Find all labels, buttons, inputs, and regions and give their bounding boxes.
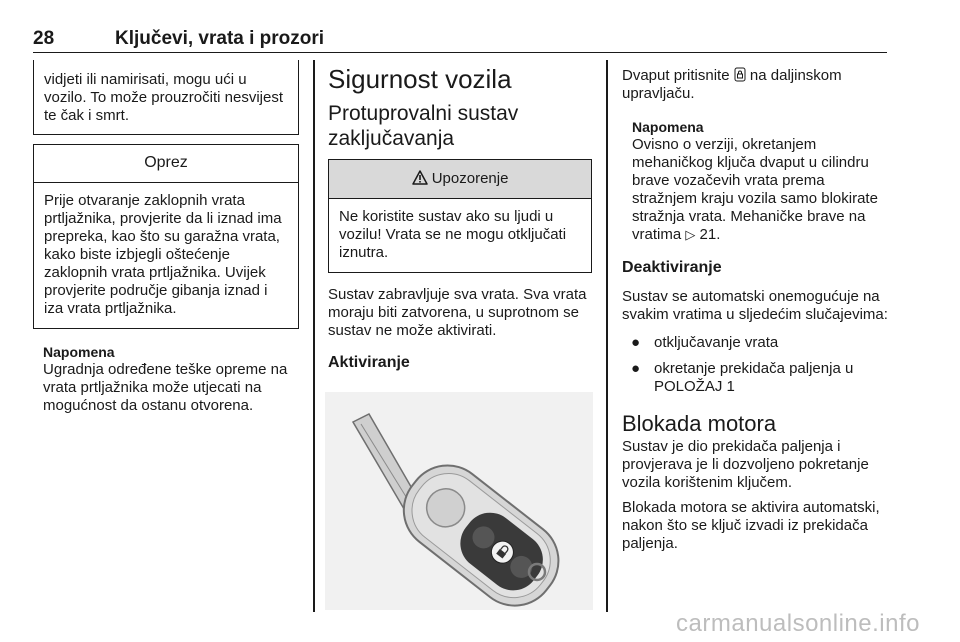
heading-deaktiviranje: Deaktiviranje bbox=[622, 259, 722, 276]
subsection-title-line2: zaključavanja bbox=[328, 127, 455, 150]
intro-text-part2: na daljinskom upravljaču. bbox=[622, 67, 842, 102]
page-number: 28 bbox=[33, 28, 55, 49]
key-fob-illustration bbox=[325, 392, 593, 610]
heading-aktiviranje: Aktiviranje bbox=[328, 354, 410, 371]
list-item bbox=[622, 334, 888, 352]
caution-title: Oprez bbox=[34, 145, 298, 183]
page-ref-link[interactable]: 21. bbox=[699, 226, 721, 243]
column-middle bbox=[328, 60, 592, 373]
watermark: carmanualsonline.info bbox=[676, 610, 920, 637]
note-text bbox=[632, 136, 888, 244]
note-label: Napomena bbox=[632, 119, 704, 135]
list-item-text: okretanje prekidača paljenja u POLOŽAJ 1 bbox=[654, 360, 854, 395]
note-text-body: Ovisno o verziji, okretanjem mehaničkog ključa dvaput u cilindru brave vozačevih vrata prema stražnjem kraju vozila samo blokirate stražnja vrata. Mehaničke brave na vratima bbox=[632, 136, 878, 243]
body-text: Sustav zabravljuje sva vrata. Sva vrata moraju biti zatvorena, u suprotnom se sustav ne može aktivirati. bbox=[328, 286, 587, 339]
bullet-icon: ● bbox=[631, 360, 641, 377]
deaktiviranje-text: Sustav se automatski onemogućuje na svakim vratima u sljedećim slučajevima: bbox=[622, 288, 888, 323]
bullet-list bbox=[622, 334, 888, 396]
list-item bbox=[622, 360, 888, 396]
warning-header bbox=[329, 160, 591, 199]
note-block bbox=[33, 344, 299, 415]
page-ref-arrow-icon: ▷ bbox=[685, 227, 696, 242]
warning-text: Ne koristite sustav ako su ljudi u vozilu! Vrata se ne mogu otključati iznutra. bbox=[339, 208, 567, 261]
chapter-title: Ključevi, vrata i prozori bbox=[115, 28, 325, 49]
subsection-title-line1: Protuprovalni sustav bbox=[328, 102, 519, 125]
warning-triangle-icon bbox=[412, 170, 432, 187]
column-right bbox=[622, 60, 888, 553]
continued-warning-text: vidjeti ili namirisati, mogu ući u vozilo. To može prouzročiti nesvijest te čak i smrt. bbox=[44, 71, 283, 124]
continued-warning-box bbox=[33, 60, 299, 135]
section-title: Sigurnost vozila bbox=[328, 64, 512, 94]
intro-text-part1: Dvaput pritisnite bbox=[622, 67, 730, 84]
warning-title: Upozorenje bbox=[431, 170, 509, 187]
note-label: Napomena bbox=[43, 344, 115, 360]
blokada-text-2: Blokada motora se aktivira automatski, nakon što se ključ izvadi iz prekidača paljenja. bbox=[622, 499, 880, 552]
list-item-text: otključavanje vrata bbox=[654, 334, 779, 351]
bullet-icon: ● bbox=[631, 334, 641, 351]
intro-text bbox=[622, 67, 888, 103]
column-left bbox=[33, 60, 299, 415]
column-divider bbox=[313, 60, 315, 612]
lock-button-icon bbox=[734, 67, 750, 84]
note-text: Ugradnja određene teške opreme na vrata prtljažnika može utjecati na mogućnost da ostanu otvorena. bbox=[43, 361, 288, 414]
caution-box bbox=[33, 144, 299, 329]
section-blokada: Blokada motora bbox=[622, 411, 777, 436]
warning-box bbox=[328, 159, 592, 273]
page-header bbox=[33, 26, 887, 53]
note-block-right bbox=[622, 119, 888, 244]
column-divider bbox=[606, 60, 608, 612]
caution-text: Prije otvaranje zaklopnih vrata prtljažnika, provjerite da li iznad ima prepreka, kao što su garažna vrata, kako biste izbjegli oštećenje zaklopnih vrata prtljažnika. Uvijek provjerite područje gibanja iznad i iza vrata prtljažnika. bbox=[44, 192, 282, 317]
blokada-text-1: Sustav je dio prekidača paljenja i provjerava je li dozvoljeno pokretanje vozila korištenim ključem. bbox=[622, 438, 869, 491]
